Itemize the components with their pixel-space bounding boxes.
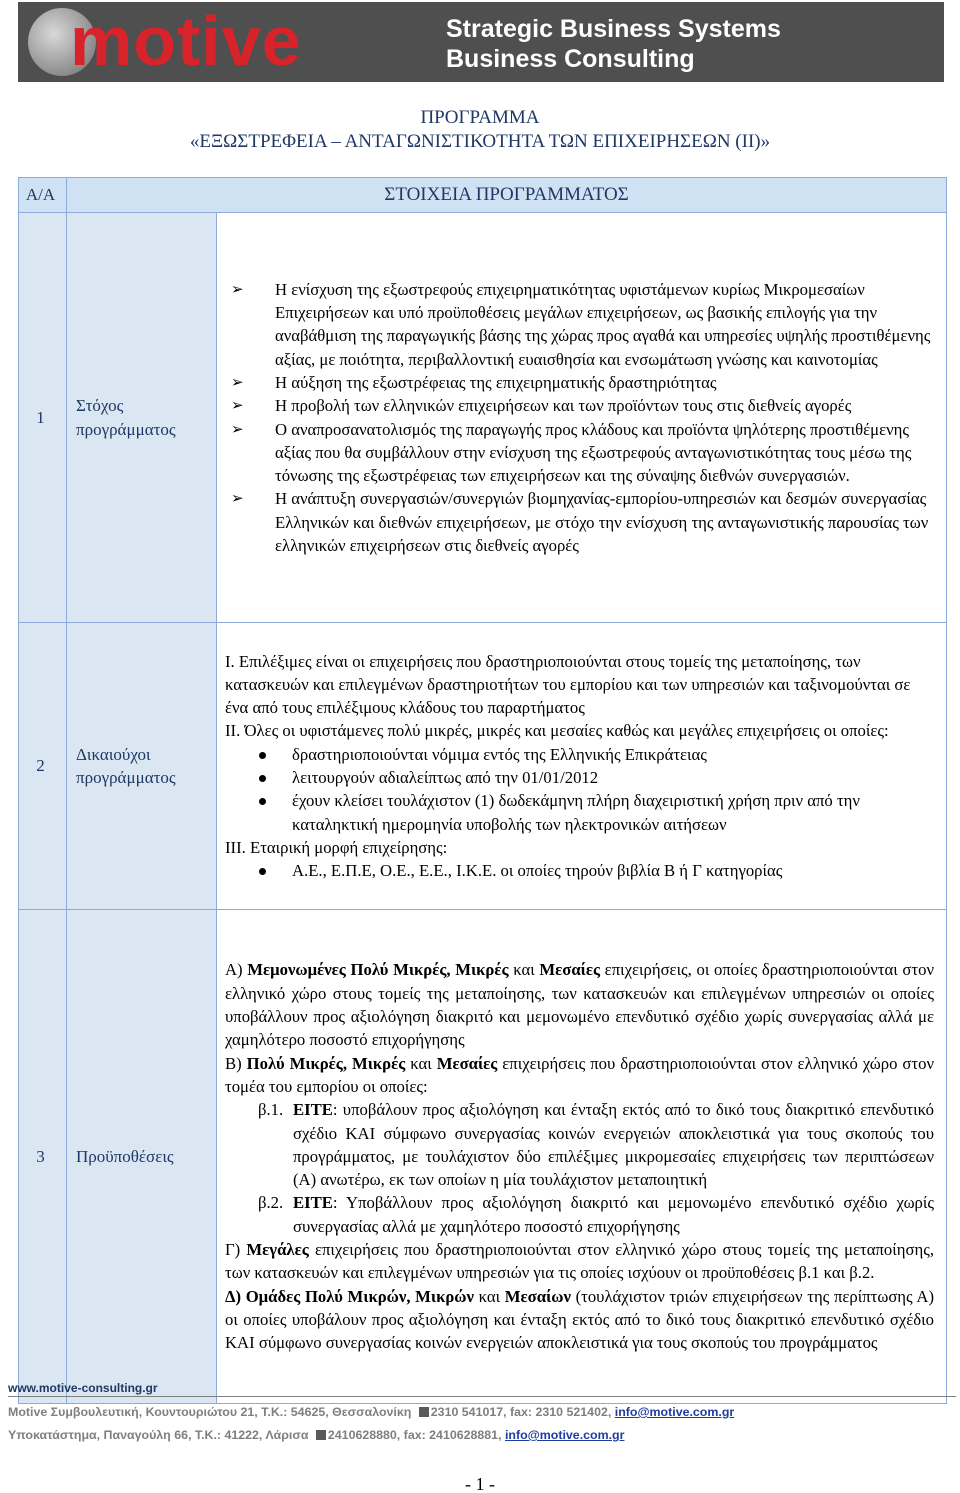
- program-table: [18, 177, 947, 1404]
- page-number: - 1 -: [465, 1474, 495, 1493]
- list-item: ➢ Η προβολή των ελληνικών επιχειρήσεων και των προϊόντων τους στις διεθνείς αγορές: [225, 394, 934, 417]
- condition-b: Β) Πολύ Μικρές, Μικρές και Μεσαίες επιχειρήσεις που δραστηριοποιούνται στον ελληνικό χώρο στον τομέα του εμπορίου οι οποίες:: [225, 1053, 935, 1096]
- bullet-dot-icon: [259, 798, 266, 805]
- footer-email-link[interactable]: info@motive.com.gr: [614, 1405, 735, 1419]
- list-item: δραστηριοποιούνται νόμιμα εντός της Ελληνικής Επικράτειας: [225, 743, 934, 766]
- row-content: [217, 213, 947, 623]
- list-item: β.1. ΕΙΤΕ: υποβάλουν προς αξιολόγηση και ένταξη εκτός από το δικό τους διακριτικό επενδυτικό σχέδιο ΚΑΙ σύμφωνο συνεργασίας κοινών ενεργειών αποκλειστικά για τους σκοπούς του προγράμματος, με τουλάχιστον δύο επιλέξιμες μικρομεσαίες επιχειρήσεις των περιπτώσεων (Α) ανωτέρω, εκ των οποίων η μία τουλάχιστον μεταποιητική: [258, 1100, 934, 1190]
- table-row: [19, 910, 947, 1404]
- table-row: [19, 623, 947, 910]
- row-number: 2: [19, 623, 67, 910]
- footer-website-link[interactable]: www.motive-consulting.gr: [8, 1381, 158, 1395]
- slogan-line-1: Strategic Business Systems: [446, 15, 781, 43]
- list-item: λειτουργούν αδιαλείπτως από την 01/01/2012: [225, 766, 934, 789]
- brand-logo: motive: [70, 2, 302, 80]
- list-item: β.2. ΕΙΤΕ: Υποβάλλουν προς αξιολόγηση διακριτό και μεμονωμένο επενδυτικό σχέδιο χωρίς συνεργασίας αλλά με χαμηλότερο ποσοστό επιχορήγησης: [258, 1193, 934, 1236]
- row-label-line: προγράμματος: [76, 419, 176, 439]
- list-item: ➢ Η ενίσχυση της εξωστρεφούς επιχειρηματικότητας υφιστάμενων κυρίως Μικρομεσαίων Επιχειρήσεων και υπό προϋποθέσεις μεγάλων επιχειρήσεων, ως βασικής επιλογής για την αναβάθμιση της παραγωγικής βάσης της χώρας προς αγαθά και υπηρεσίες υψηλής προστιθέμενης αξίας, με ποιότητα, περιβαλλοντική ευαισθησία και ενσωμάτωση γνώσης και καινοτομίας: [231, 279, 931, 369]
- arrow-bullet-icon: ➢: [231, 419, 244, 438]
- row-content: [217, 623, 947, 910]
- footer-address-thessaloniki: Motive Συμβουλευτική, Κουντουριώτου 21, Τ.Κ.: 54625, Θεσσαλονίκη 2310 541017, fax: 2310 521402, info@motive.com.gr: [8, 1405, 735, 1419]
- table-header-row: [19, 178, 947, 213]
- row-label-line: Δικαιούχοι: [76, 744, 151, 764]
- list-item: ➢ Η αύξηση της εξωστρέφειας της επιχειρηματικής δραστηριότητας: [225, 371, 934, 394]
- condition-a: Α) Μεμονωμένες Πολύ Μικρές, Μικρές και Μεσαίες επιχειρήσεις, οι οποίες δραστηριοποιούνται στον ελληνικό χώρο στους τομείς της μεταποίησης, των κατασκευών και επιλεγμένων υπηρεσιών οι οποίες υποβάλλουν προς αξιολόγηση διακριτό και μεμονωμένο επενδυτικό σχέδιο χωρίς συνεργασίας αλλά με χαμηλότερο ποσοστό επιχορήγησης: [225, 960, 935, 1050]
- arrow-bullet-icon: ➢: [231, 279, 244, 298]
- arrow-bullet-icon: ➢: [231, 372, 244, 391]
- row-label-line: προγράμματος: [76, 768, 176, 787]
- beneficiaries-para-2: ΙΙ. Όλες οι υφιστάμενες πολύ μικρές, μικρές και μεσαίες καθώς και μεγάλες επιχειρήσεις οι οποίες:: [225, 721, 889, 741]
- arrow-bullet-icon: ➢: [231, 396, 244, 415]
- row-number: 3: [19, 910, 67, 1404]
- footer-divider: [8, 1396, 956, 1397]
- row-label: Προϋποθέσεις: [67, 910, 217, 1404]
- arrow-bullet-icon: ➢: [231, 489, 244, 508]
- header-banner: [18, 2, 944, 82]
- beneficiaries-para-1: Ι. Επιλέξιμες είναι οι επιχειρήσεις που δραστηριοποιούνται στους τομείς της μεταποίησης, των κατασκευών και επιλεγμένων δραστηριοτήτων του εμπορίου και των υπηρεσιών και ταξινομούνται σε ένα από τους επιλέξιμους κλάδους του παραρτήματος: [225, 651, 911, 718]
- bullet-dot-icon: [259, 752, 266, 759]
- phone-icon: [316, 1430, 326, 1440]
- row-content: [217, 910, 947, 1404]
- row-number: 1: [19, 213, 67, 623]
- list-item: έχουν κλείσει τουλάχιστον (1) δωδεκάμηνη πλήρη διαχειριστική χρήση πριν από την καταληκτική ημερομηνία υποβολής των ηλεκτρονικών αιτήσεων: [225, 789, 934, 836]
- list-item: ➢ Η ανάπτυξη συνεργασιών/συνεργιών βιομηχανίας-εμπορίου-υπηρεσιών και δεσμών συνεργασίας Ελληνικών και διεθνών επιχειρήσεων, με στόχο την ενίσχυση της ανταγωνιστικής παρουσίας των ελληνικών επιχειρήσεων στις διεθνείς αγορές: [231, 489, 929, 555]
- row-label-line: Στόχος: [76, 396, 124, 416]
- bullet-dot-icon: [259, 775, 266, 782]
- brand-slogan: [446, 14, 781, 74]
- legal-forms-list: [225, 859, 934, 882]
- title-line-2: «ΕΞΩΣΤΡΕΦΕΙΑ – ΑΝΤΑΓΩΝΙΣΤΙΚΟΤΗΤΑ ΤΩΝ ΕΠΙΧΕΙΡΗΣΕΩΝ (ΙΙ)»: [189, 131, 771, 152]
- footer-email-link[interactable]: info@motive.com.gr: [504, 1428, 625, 1442]
- goal-list: [225, 278, 934, 558]
- table-row: [19, 213, 947, 623]
- beneficiaries-para-3: ΙΙΙ. Εταιρική μορφή επιχείρησης:: [225, 837, 448, 857]
- bullet-dot-icon: [259, 868, 266, 875]
- row-label: [67, 623, 217, 910]
- condition-d: Δ) Ομάδες Πολύ Μικρών, Μικρών και Μεσαίων (τουλάχιστον τριών επιχειρήσεων της περίπτωσης Α) οι οποίες υποβάλουν προς αξιολόγηση και ένταξη εκτός από το δικό τους διακριτικό επενδυτικό σχέδιο ΚΑΙ σύμφωνο συνεργασίας κοινών ενεργειών αποκλειστικά για τους σκοπούς του προγράμματος: [225, 1286, 934, 1353]
- document-title: [0, 106, 960, 154]
- phone-icon: [419, 1407, 429, 1417]
- footer-address-larisa: Υποκατάστημα, Παναγούλη 66, Τ.Κ.: 41222, Λάρισα 2410628880, fax: 2410628881, info@motive.com.gr: [8, 1428, 625, 1442]
- conditions-list: [225, 743, 934, 836]
- list-item: ➢ Ο αναπροσανατολισμός της παραγωγής προς κλάδους και προϊόντα ψηλότερης προστιθέμενης αξίας που θα συμβάλλουν στην ενίσχυση της εξωστρεφούς ανταγωνιστικότητας τους μέσω της τόνωσης της εξωστρέφειας των επιχειρήσεων και της σύναψης διεθνών συνεργασιών.: [231, 419, 912, 486]
- title-line-1: ΠΡΟΓΡΑΜΜΑ: [420, 107, 540, 128]
- slogan-line-2: Business Consulting: [446, 45, 695, 73]
- condition-b-sublist: [225, 1098, 934, 1238]
- list-item: Α.Ε., Ε.Π.Ε, Ο.Ε., Ε.Ε., Ι.Κ.Ε. οι οποίες τηρούν βιβλία Β ή Γ κατηγορίας: [225, 859, 934, 882]
- condition-c: Γ) Μεγάλες επιχειρήσεις που δραστηριοποιούνται στον ελληνικό χώρο στους τομείς της μεταποίησης, των κατασκευών και επιλεγμένων υπηρεσιών για τις οποίες ισχύουν οι προϋποθέσεις β.1 και β.2.: [225, 1240, 934, 1283]
- col-header-aa: Α/Α: [19, 178, 67, 213]
- row-label: [67, 213, 217, 623]
- col-header-details: ΣΤΟΙΧΕΙΑ ΠΡΟΓΡΑΜΜΑΤΟΣ: [67, 178, 947, 213]
